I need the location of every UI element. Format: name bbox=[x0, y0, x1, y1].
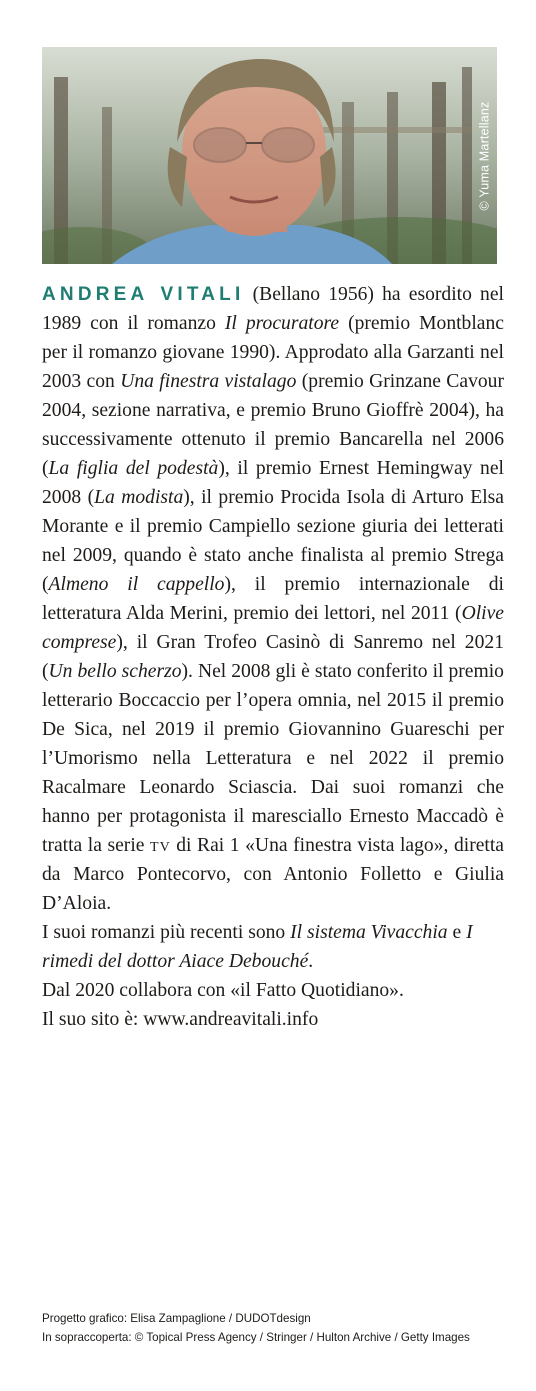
book-title: La figlia del podestà bbox=[48, 458, 219, 479]
author-name: ANDREA VITALI bbox=[42, 284, 245, 305]
design-credit: Progetto grafico: Elisa Zampaglione / DUDOTdesign bbox=[42, 1312, 311, 1325]
bio-paragraph-main: ANDREA VITALI (Bellano 1956) ha esordito nel 1989 con il romanzo Il procuratore (premio Montblanc per il romanzo giovane 1990). Approdato alla Garzanti nel 2003 con Una finestra vistalago (premio Grinzane Cavour 2004, sezione narrativa, e premio Bruno Gioffrè 2004), ha successivamente ottenuto il premio Bancarella nel 2006 (La figlia del podestà), il premio Ernest Hemingway nel 2008 (La modista), il premio Procida Isola di Arturo Elsa Morante e il premio Campiello sezione giuria dei letterati nel 2009, quando è stato anche finalista al premio Strega (Almeno il cappello), il premio internazionale di letteratura Alda Merini, premio dei lettori, nel 2011 (Olive comprese), il Gran Trofeo Casinò di Sanremo nel 2021 (Un bello scherzo). Nel 2008 gli è stato conferito il premio letterario Boccaccio per l’opera omnia, nel 2015 il premio De Sica, nel 2019 il premio Giovannino Guareschi per l’Umorismo nella Letteratura e nel 2022 il premio Racalmare Leonardo Sciascia. Dai suoi romanzi che hanno per protagonista il maresciallo Ernesto Maccadò è tratta la serie tv di Rai 1 «Una finestra vista lago», diretta da Marco Pontecorvo, con Antonio Folletto e Giulia D’Aloia. bbox=[42, 284, 505, 914]
photo-credit: © Yuma Martellanz bbox=[477, 101, 491, 210]
book-title: I rimedi del dottor Aiace Debouché bbox=[42, 922, 473, 972]
tv-abbreviation: tv bbox=[150, 835, 171, 856]
author-biography bbox=[42, 280, 504, 1034]
bio-paragraph-website: Il suo sito è: www.andreavitali.info bbox=[42, 1009, 319, 1030]
book-title: Il sistema Vivacchia bbox=[290, 922, 448, 943]
bio-paragraph-collaboration: Dal 2020 collabora con «il Fatto Quotidiano». bbox=[42, 980, 404, 1001]
book-title: La modista bbox=[94, 487, 184, 508]
book-title: Olive comprese bbox=[42, 603, 504, 653]
book-title: Una finestra vistalago bbox=[120, 371, 297, 392]
book-title: Il procuratore bbox=[224, 313, 340, 334]
bio-paragraph-recent-novels: I suoi romanzi più recenti sono Il sistema Vivacchia e I rimedi del dottor Aiace Debouché. bbox=[42, 922, 473, 972]
book-title: Un bello scherzo bbox=[48, 661, 182, 682]
credits-footer bbox=[42, 1309, 522, 1347]
author-photo bbox=[42, 47, 497, 264]
portrait-illustration bbox=[42, 47, 497, 264]
book-title: Almeno il cappello bbox=[48, 574, 225, 595]
cover-photo-credit: In sopraccoperta: © Topical Press Agency / Stringer / Hulton Archive / Getty Images bbox=[42, 1331, 470, 1344]
